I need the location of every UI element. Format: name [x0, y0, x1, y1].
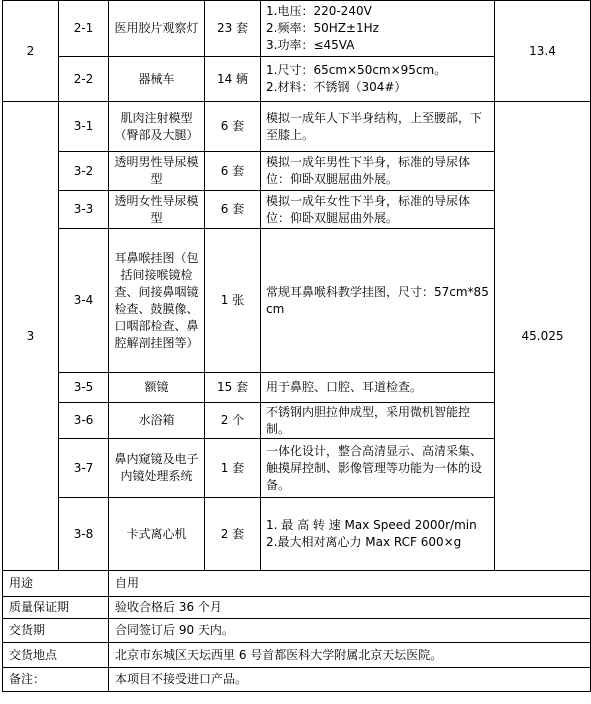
footer-label: 交货地点: [3, 643, 109, 668]
procurement-table: [2, 0, 591, 692]
spec-line: 1. 最 高 转 速 Max Speed 2000r/min: [266, 518, 477, 532]
item-id: 2-2: [59, 57, 109, 102]
footer-label: 质量保证期: [3, 597, 109, 619]
spec-line: 模拟一成年女性下半身，标准的导尿体位：仰卧双腿屈曲外展。: [266, 193, 471, 225]
item-id: 3-8: [59, 498, 109, 571]
item-quantity: 6 套: [205, 102, 261, 152]
item-name: 透明男性导尿模型: [109, 152, 205, 191]
item-quantity: 6 套: [205, 191, 261, 229]
item-specs: [261, 373, 495, 403]
footer-row: [3, 643, 591, 668]
item-id: 3-1: [59, 102, 109, 152]
item-specs: [261, 1, 495, 57]
item-specs: [261, 403, 495, 439]
item-specs: [261, 102, 495, 152]
item-name: 透明女性导尿模型: [109, 191, 205, 229]
footer-row: [3, 619, 591, 643]
item-name: 医用胶片观察灯: [109, 1, 205, 57]
group-number: 3: [3, 102, 59, 571]
footer-value: 本项目不接受进口产品。: [109, 668, 591, 692]
spec-line: 一体化设计，整合高清显示、高清采集、触摸屏控制、影像管理等功能为一体的设备。: [266, 443, 483, 492]
footer-row: [3, 597, 591, 619]
item-quantity: 15 套: [205, 373, 261, 403]
item-id: 2-1: [59, 1, 109, 57]
footer-row: [3, 571, 591, 597]
item-quantity: 1 套: [205, 439, 261, 498]
item-specs: [261, 229, 495, 373]
spec-line: 不锈钢内胆拉伸成型，采用微机智能控制。: [266, 404, 471, 436]
item-specs: [261, 152, 495, 191]
table-row: [3, 102, 591, 152]
spec-line: 2.最大相对离心力 Max RCF 600×g: [266, 535, 462, 549]
item-id: 3-4: [59, 229, 109, 373]
group-total: 13.4: [495, 1, 591, 102]
item-id: 3-7: [59, 439, 109, 498]
item-name: 水浴箱: [109, 403, 205, 439]
spec-line: 模拟一成年男性下半身，标准的导尿体位：仰卧双腿屈曲外展。: [266, 155, 471, 186]
spec-line: 1.尺寸：65cm×50cm×95cm。: [266, 63, 447, 77]
footer-value: 验收合格后 36 个月: [109, 597, 591, 619]
spec-line: 常规耳鼻喉科教学挂图，尺寸：57cm*85cm: [266, 284, 489, 316]
spec-line: 2.材料：不锈钢（304#）: [266, 80, 407, 94]
item-name: 耳鼻喉挂图（包括间接喉镜检查、间接鼻咽镜检查、鼓膜像、口咽部检查、鼻腔解剖挂图等）: [109, 229, 205, 373]
item-specs: [261, 191, 495, 229]
table-row: [3, 1, 591, 57]
item-specs: [261, 439, 495, 498]
item-quantity: 2 套: [205, 498, 261, 571]
item-name: 器械车: [109, 57, 205, 102]
footer-value: 自用: [109, 571, 591, 597]
footer-label: 用途: [3, 571, 109, 597]
item-name: 肌肉注射模型（臀部及大腿）: [109, 102, 205, 152]
item-quantity: 14 辆: [205, 57, 261, 102]
footer-value: 合同签订后 90 天内。: [109, 619, 591, 643]
group-total: 45.025: [495, 102, 591, 571]
item-name: 额镜: [109, 373, 205, 403]
item-quantity: 2 个: [205, 403, 261, 439]
item-id: 3-5: [59, 373, 109, 403]
item-id: 3-3: [59, 191, 109, 229]
footer-value: 北京市东城区天坛西里 6 号首都医科大学附属北京天坛医院。: [109, 643, 591, 668]
item-name: 鼻内窥镜及电子内镜处理系统: [109, 439, 205, 498]
spec-line: 1.电压：220-240V: [266, 4, 372, 18]
group-number: 2: [3, 1, 59, 102]
footer-row: [3, 668, 591, 692]
item-quantity: 6 套: [205, 152, 261, 191]
item-quantity: 1 张: [205, 229, 261, 373]
spec-line: 3.功率：≤45VA: [266, 38, 355, 52]
item-quantity: 23 套: [205, 1, 261, 57]
item-name: 卡式离心机: [109, 498, 205, 571]
spec-line: 2.频率：50HZ±1Hz: [266, 21, 379, 35]
spec-line: 模拟一成年人下半身结构，上至腰部，下至膝上。: [266, 110, 483, 142]
item-specs: [261, 498, 495, 571]
item-id: 3-6: [59, 403, 109, 439]
footer-label: 交货期: [3, 619, 109, 643]
footer-label: 备注：: [3, 668, 109, 692]
spec-line: 用于鼻腔、口腔、耳道检查。: [266, 380, 423, 394]
item-specs: [261, 57, 495, 102]
item-id: 3-2: [59, 152, 109, 191]
